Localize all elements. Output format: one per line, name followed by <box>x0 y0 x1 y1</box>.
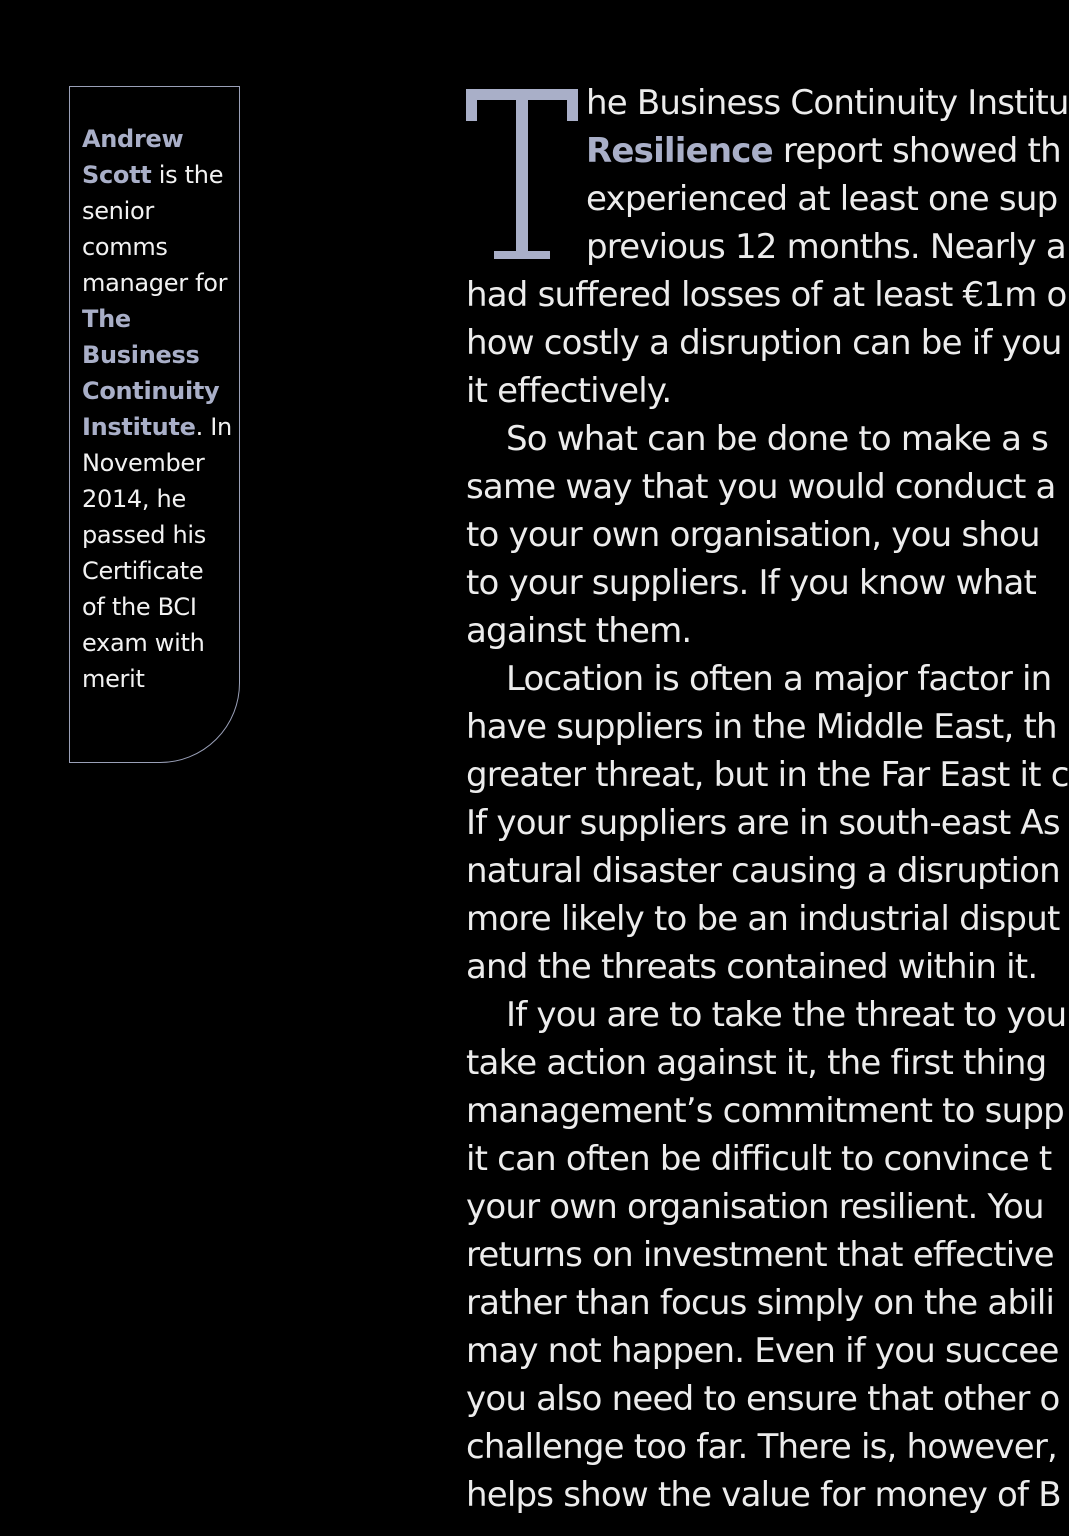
bio-text-role: is the senior comms manager for <box>82 161 228 297</box>
line-text: So what can be done to make a s <box>506 419 1049 459</box>
line-text: experienced at least one sup <box>586 179 1058 219</box>
article-line <box>466 1231 1066 1279</box>
article-line <box>466 1039 1066 1087</box>
line-text: have suppliers in the Middle East, th <box>466 707 1057 747</box>
line-text: had suffered losses of at least €1m o <box>466 275 1067 315</box>
line-text: management’s commitment to supp <box>466 1091 1064 1131</box>
article-line <box>466 703 1066 751</box>
author-bio-box <box>69 86 240 763</box>
line-text: helps show the value for money of B <box>466 1475 1061 1515</box>
line-text: and the threats contained within it. <box>466 947 1038 987</box>
line-text: to your own organisation, you shou <box>466 515 1040 555</box>
article-line <box>466 1183 1066 1231</box>
bio-text-credentials: . In November 2014, he passed his Certificate of the BCI exam with merit <box>82 413 232 693</box>
line-text: against them. <box>466 611 692 651</box>
line-text: to your suppliers. If you know what <box>466 563 1037 603</box>
line-text: same way that you would conduct a <box>466 467 1056 507</box>
article-line <box>466 367 1066 415</box>
line-text: If your suppliers are in south-east As <box>466 803 1060 843</box>
line-text: it effectively. <box>466 371 672 411</box>
article-line <box>466 271 1066 319</box>
article-line <box>466 607 1066 655</box>
line-text: returns on investment that effective <box>466 1235 1054 1275</box>
article-line <box>466 1327 1066 1375</box>
line-text: Location is often a major factor in <box>506 659 1052 699</box>
article-line <box>466 751 1069 799</box>
line-text: challenge too far. There is, however, <box>466 1427 1058 1467</box>
article-line <box>466 319 1066 367</box>
article-line <box>466 463 1066 511</box>
article-line <box>466 943 1066 991</box>
article-line <box>466 415 1066 463</box>
line-text: natural disaster causing a disruption <box>466 851 1060 891</box>
report-title-highlight: Resilience <box>586 131 773 171</box>
line-text: rather than focus simply on the abili <box>466 1283 1055 1323</box>
line-text: it can often be difficult to convince t <box>466 1139 1052 1179</box>
article-line <box>466 1087 1066 1135</box>
line-text: your own organisation resilient. You <box>466 1187 1044 1227</box>
drop-cap-letter <box>466 89 578 259</box>
article-line <box>466 991 1066 1039</box>
article-line <box>466 1423 1066 1471</box>
line-text: more likely to be an industrial disput <box>466 899 1060 939</box>
article-body <box>466 79 1069 1519</box>
organisation-name: The Business Continuity Institute <box>82 305 220 441</box>
article-line <box>466 559 1066 607</box>
line-text: you also need to ensure that other o <box>466 1379 1060 1419</box>
article-line <box>466 1135 1066 1183</box>
line-text: previous 12 months. Nearly a <box>586 227 1066 267</box>
line-text: If you are to take the threat to you <box>506 995 1067 1035</box>
article-line <box>466 511 1066 559</box>
article-line <box>466 799 1066 847</box>
article-line <box>466 1471 1066 1519</box>
line-text: how costly a disruption can be if you <box>466 323 1062 363</box>
article-line <box>466 895 1066 943</box>
article-line <box>466 847 1066 895</box>
article-line <box>466 655 1066 703</box>
line-text: report showed th <box>772 131 1061 171</box>
author-bio-text <box>82 121 233 697</box>
article-line <box>466 1279 1066 1327</box>
line-text: greater threat, but in the Far East it c <box>466 755 1069 795</box>
line-text: take action against it, the first thing <box>466 1043 1047 1083</box>
author-name: Andrew Scott <box>82 125 184 189</box>
article-line <box>466 1375 1066 1423</box>
line-text: may not happen. Even if you succee <box>466 1331 1059 1371</box>
article-lines <box>466 79 1069 1519</box>
line-text: he Business Continuity Institu <box>586 83 1069 123</box>
